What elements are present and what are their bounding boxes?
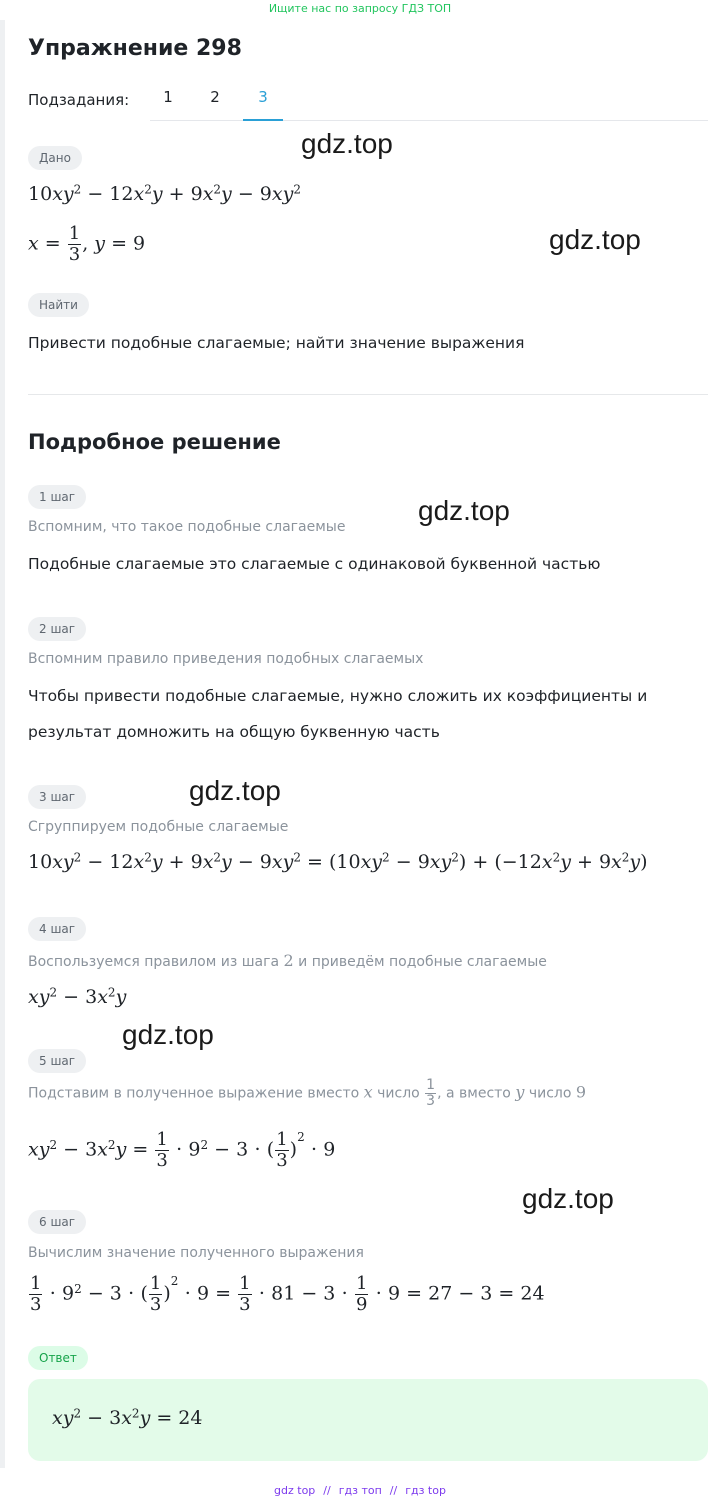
watermark-5: gdz.top — [122, 1019, 214, 1050]
step-1-description: Вспомним, что такое подобные слагаемые — [28, 519, 346, 535]
given-expression: $10xy^2 - 12x^2y + 9x^2y - 9xy^2$ — [28, 182, 301, 205]
step-3-pill: 3 шаг — [28, 785, 86, 809]
watermark-4: gdz.top — [189, 775, 281, 806]
answer-pill: Ответ — [28, 1346, 88, 1370]
footer-link-gdz-top-mixed[interactable]: гдз top — [405, 1484, 446, 1497]
step-2-pill: 2 шаг — [28, 617, 86, 641]
footer-separator: // — [389, 1484, 398, 1497]
step-4-description: Воспользуемся правилом из шага 2 и приведём подобные слагаемые — [28, 951, 547, 970]
tab-subtask-1[interactable]: 1 — [163, 88, 173, 106]
step-3-expression: $10xy^2 - 12x^2y + 9x^2y - 9xy^2 = (10xy^2 - 9xy^2) + (-12x^2y + 9x^2y)$ — [28, 850, 648, 873]
step-5-pill: 5 шаг — [28, 1049, 86, 1073]
footer-link-gdz-top[interactable]: gdz top — [274, 1484, 316, 1497]
step-5-description: Подставим в полученное выражение вместо x число $\frac{1}{3}$ , а вместо y число 9 — [28, 1077, 587, 1109]
step-5-expression: $xy^2 - 3x^2y$ = $\frac{1}{3}$ ⋅ $9^2 - 3$ ⋅ ( $\frac{1}{3}$ )$^2$ ⋅ 9 — [28, 1129, 336, 1171]
find-text: Привести подобные слагаемые; найти значение выражения — [28, 334, 525, 352]
find-pill: Найти — [28, 293, 89, 317]
given-pill: Дано — [28, 146, 82, 170]
step-2-description: Вспомним правило приведения подобных слагаемых — [28, 651, 424, 667]
subtasks-label: Подзадания: — [28, 91, 130, 109]
step-4-pill: 4 шаг — [28, 917, 86, 941]
left-border — [0, 20, 5, 1468]
step-1-text: Подобные слагаемые это слагаемые с одинаковой буквенной частью — [28, 555, 601, 573]
section-divider — [28, 394, 708, 395]
step-6-description: Вычислим значение полученного выражения — [28, 1245, 364, 1261]
page-title: Упражнение 298 — [28, 36, 242, 61]
step-2-text-line-2: результат домножить на общую буквенную часть — [28, 723, 440, 741]
tab-subtask-2[interactable]: 2 — [210, 88, 220, 106]
footer-links — [0, 1484, 720, 1497]
active-tab-indicator — [243, 119, 283, 121]
step-6-expression: $\frac{1}{3}$ ⋅ $9^2 - 3$ ⋅ ( $\frac{1}{3}$ )$^2$ ⋅ 9 = $\frac{1}{3}$ ⋅ 81 − 3 ⋅ $\frac{1}{9}$ ⋅ 9 = 27 − 3 = 24 — [30, 1273, 545, 1315]
step-6-pill: 6 шаг — [28, 1210, 86, 1234]
answer-expression: $xy^2 - 3x^2y = 24$ — [52, 1406, 203, 1429]
step-1-pill: 1 шаг — [28, 485, 86, 509]
tabs-baseline — [150, 120, 708, 121]
watermark-2: gdz.top — [549, 224, 641, 255]
watermark-1: gdz.top — [301, 128, 393, 159]
footer-link-gdz-top-ru[interactable]: гдз топ — [338, 1484, 382, 1497]
step-3-description: Сгруппируем подобные слагаемые — [28, 819, 289, 835]
answer-box — [28, 1379, 708, 1461]
footer-separator: // — [323, 1484, 331, 1497]
watermark-3: gdz.top — [418, 495, 510, 526]
top-banner[interactable]: Ищите нас по запросу ГДЗ ТОП — [268, 2, 452, 15]
solution-title: Подробное решение — [28, 430, 281, 454]
given-values: x = $\frac{1}{3}$ , y = 9 — [28, 223, 146, 265]
step-2-text-line-1: Чтобы привести подобные слагаемые, нужно сложить их коэффициенты и — [28, 687, 648, 705]
tab-subtask-3[interactable]: 3 — [258, 88, 268, 106]
step-4-expression: $xy^2 - 3x^2y$ — [28, 985, 127, 1008]
watermark-6: gdz.top — [522, 1183, 614, 1214]
